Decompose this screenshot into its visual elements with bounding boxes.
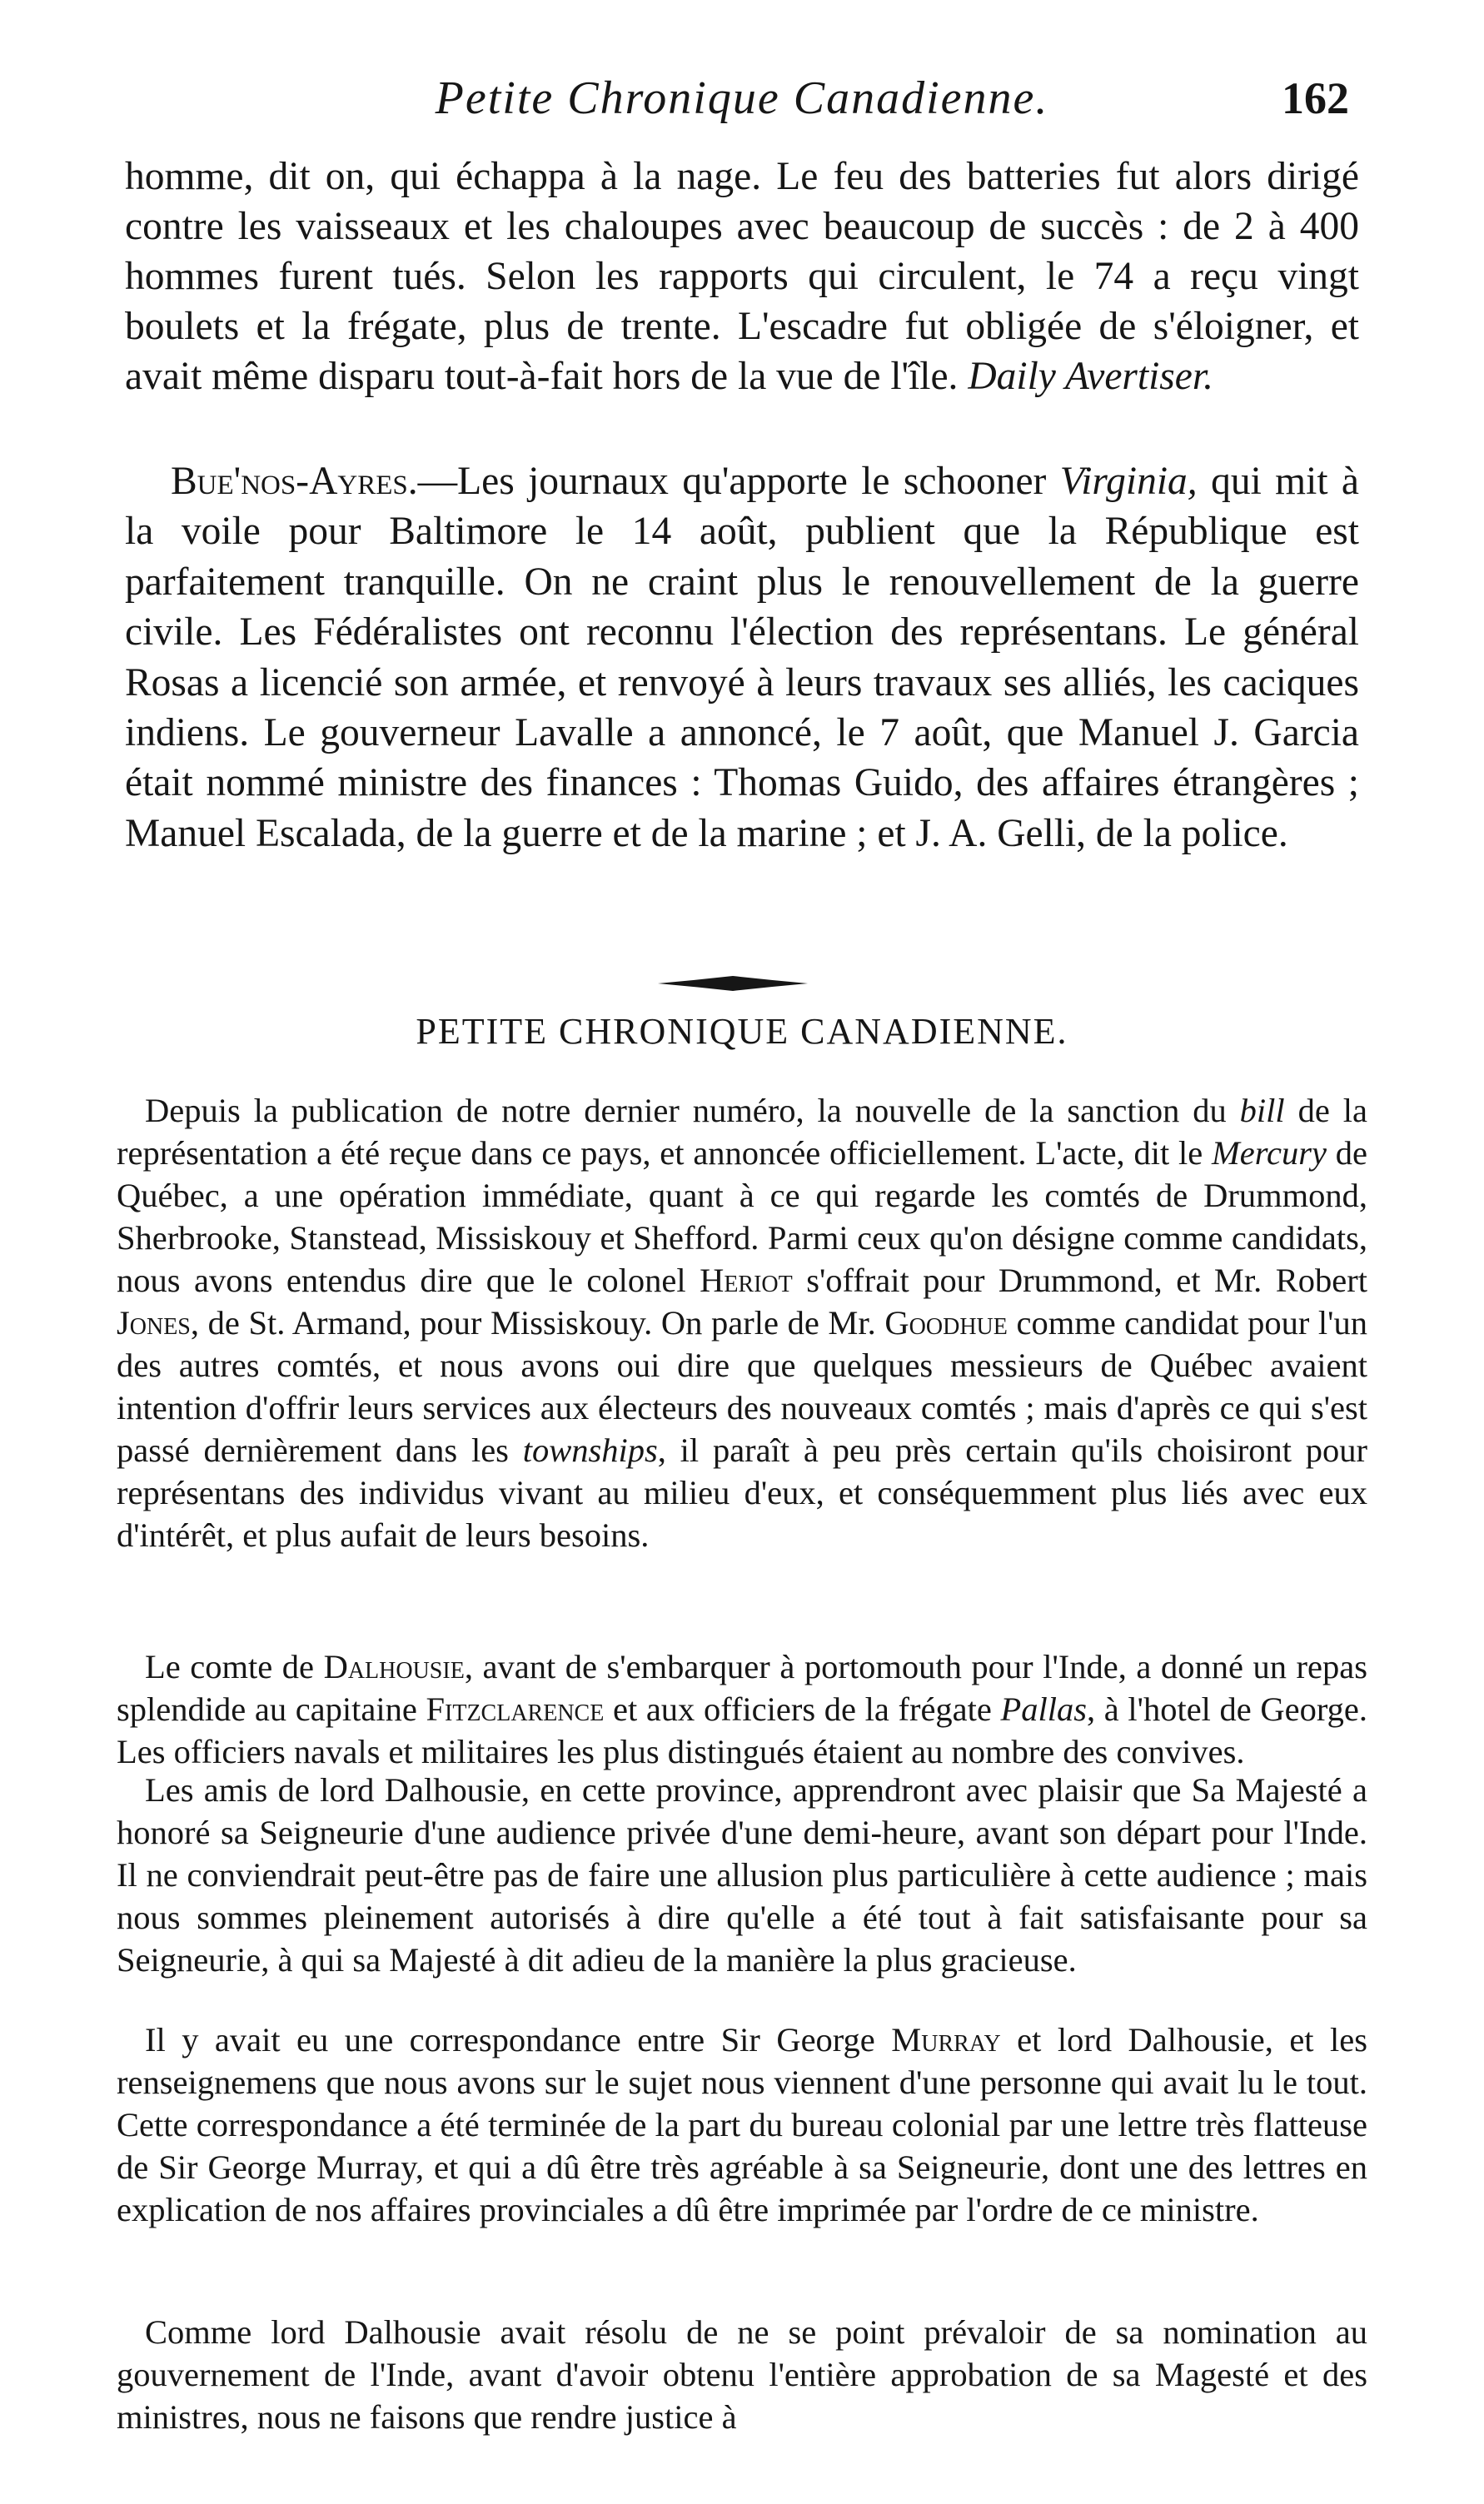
paragraph-body: comme candidat pour l'un des autres comtés, et nous avons oui dire que quelques messieurs de Québec avaient intention d'offrir leurs services aux électeurs des nouveaux comtés ; mais d'après ce qui s'est passé dernièrement dans les <box>117 1304 1367 1469</box>
section-divider <box>658 971 808 996</box>
paragraph-text: Les amis de lord Dalhousie, en cette province, apprendront avec plaisir que Sa Majesté a honoré sa Seigneurie d'une audience privée d'une demi-heure, avant son départ pour l'Inde. Il ne conviendrait peut-être pas de faire une allusion plus particulière à cette audience ; mais nous sommes pleinement autorisés à dire qu'elle a été tout à fait satisfaisante pour sa Seigneurie, à qui sa Majesté à dit adieu de la manière la plus gracieuse. <box>117 1771 1367 1979</box>
paragraph-body: , à l'hotel de George. Les officiers navals et militaires les plus distingués étaient au nombre des convives. <box>117 1690 1367 1770</box>
news-paragraph-representation <box>117 1089 1367 1556</box>
paragraph-text: Comme lord Dalhousie avait résolu de ne se point prévaloir de sa nomination au gouvernement de l'Inde, avant d'avoir obtenu l'entière approbation de sa Magesté et des ministres, nous ne faisons que rendre justice à <box>117 2313 1367 2436</box>
italic-term: bill <box>1239 1092 1285 1129</box>
paragraph-body: Il y avait eu une correspondance entre Sir George <box>145 2021 892 2058</box>
paragraph-body: Depuis la publication de notre dernier numéro, la nouvelle de la sanction du <box>145 1092 1240 1129</box>
paragraph-body: Le comte de <box>145 1648 324 1685</box>
paragraph-text <box>117 2019 1367 2231</box>
paragraph-body: , avant de s'embarquer à portomouth pour l'Inde, a donné un repas splendide au capitaine <box>117 1648 1367 1728</box>
ship-name: Virginia, <box>1059 460 1198 503</box>
person-name: Heriot <box>700 1262 793 1299</box>
news-paragraph-nomination <box>117 2311 1367 2438</box>
paragraph-body: , il paraît à peu près certain qu'ils choisiront pour représentans des individus vivant au milieu d'eux, et conséquemment plus liés avec eux d'intérêt, et plus aufait de leurs besoins. <box>117 1431 1367 1554</box>
ship-name: Pallas <box>1000 1690 1088 1728</box>
paragraph-body: de la représentation a été reçue dans ce pays, et annoncée officiellement. L'acte, dit le <box>117 1092 1367 1172</box>
paragraph-text <box>117 1089 1367 1556</box>
paragraph-text <box>117 1645 1367 1773</box>
paragraph-body: homme, dit on, qui échappa à la nage. Le feu des batteries fut alors dirigé contre les vaisseaux et les chaloupes avec beaucoup de succès : de 2 à 400 hommes furent tués. Selon les rapports qui circulent, le 74 a reçu vingt boulets et la frégate, plus de trente. L'escadre fut obligée de s'éloigner, et avait même disparu tout-à-fait hors de la vue de l'île. <box>125 155 1359 398</box>
paragraph-text <box>125 456 1359 859</box>
continued-paragraph <box>125 152 1359 401</box>
person-name: Goodhue <box>884 1304 1008 1342</box>
running-title: Petite Chronique Canadienne. <box>435 72 1049 124</box>
paragraph-body: qui mit à la voile pour Baltimore le 14 août, publient que la République est parfaitement tranquille. On ne craint plus le renouvellement de la guerre civile. Les Fédéralistes ont reconnu l'élection des représentans. Le général Rosas a licencié son armée, et renvoyé à leurs travaux ses alliés, les caciques indiens. Le gouverneur Lavalle a annoncé, le 7 août, que Manuel J. Garcia était nommé ministre des finances : Thomas Guido, des affaires étrangères ; Manuel Escalada, de la guerre et de la marine ; et J. A. Gelli, de la police. <box>125 460 1359 855</box>
news-paragraph-audience <box>117 1769 1367 1981</box>
news-paragraph-correspondence <box>117 2019 1367 2231</box>
source-attribution: Daily Avertiser. <box>968 355 1213 398</box>
paragraph-body: —Les journaux qu'apporte le schooner <box>417 460 1060 503</box>
paragraph-body: et lord Dalhousie, et les renseignemens que nous avons sur le sujet nous viennent d'une personne qui avait lu le tout. Cette correspondance a été terminée de la part du bureau colonial par une lettre très flatteuse de Sir George Murray, et qui a dû être très agréable à sa Seigneurie, dont une des lettres en explication de nos affaires provinciales a dû être imprimée par l'ordre de ce ministre. <box>117 2021 1368 2228</box>
dateline-place: Bue'nos-Ayres. <box>171 460 418 503</box>
person-name: Murray <box>891 2021 1001 2058</box>
person-name: Jones <box>117 1304 191 1342</box>
italic-term: townships <box>522 1431 658 1469</box>
person-name: Fitzclarence <box>426 1690 605 1728</box>
newspaper-name: Mercury <box>1212 1134 1327 1172</box>
person-name: Dalhousie <box>323 1648 465 1685</box>
paragraph-body: de Québec, a une opération immédiate, quant à ce qui regarde les comtés de Drummond, Sherbrooke, Stanstead, Missiskouy et Shefford. Parmi ceux qu'on désigne comme candidats, nous avons entendus dire que le colonel <box>117 1134 1367 1299</box>
page-header <box>125 65 1359 132</box>
news-paragraph-dalhousie-dinner <box>117 1645 1367 1773</box>
paragraph-text <box>125 152 1359 401</box>
buenos-ayres-paragraph <box>125 456 1359 859</box>
paragraph-body: et aux officiers de la frégate <box>604 1690 1001 1728</box>
section-title: PETITE CHRONIQUE CANADIENNE. <box>416 1011 1068 1052</box>
paragraph-body: s'offrait pour Drummond, et Mr. Robert <box>792 1262 1367 1299</box>
page-number: 162 <box>1282 73 1349 123</box>
paragraph-body: , de St. Armand, pour Missiskouy. On parle de Mr. <box>190 1304 885 1342</box>
